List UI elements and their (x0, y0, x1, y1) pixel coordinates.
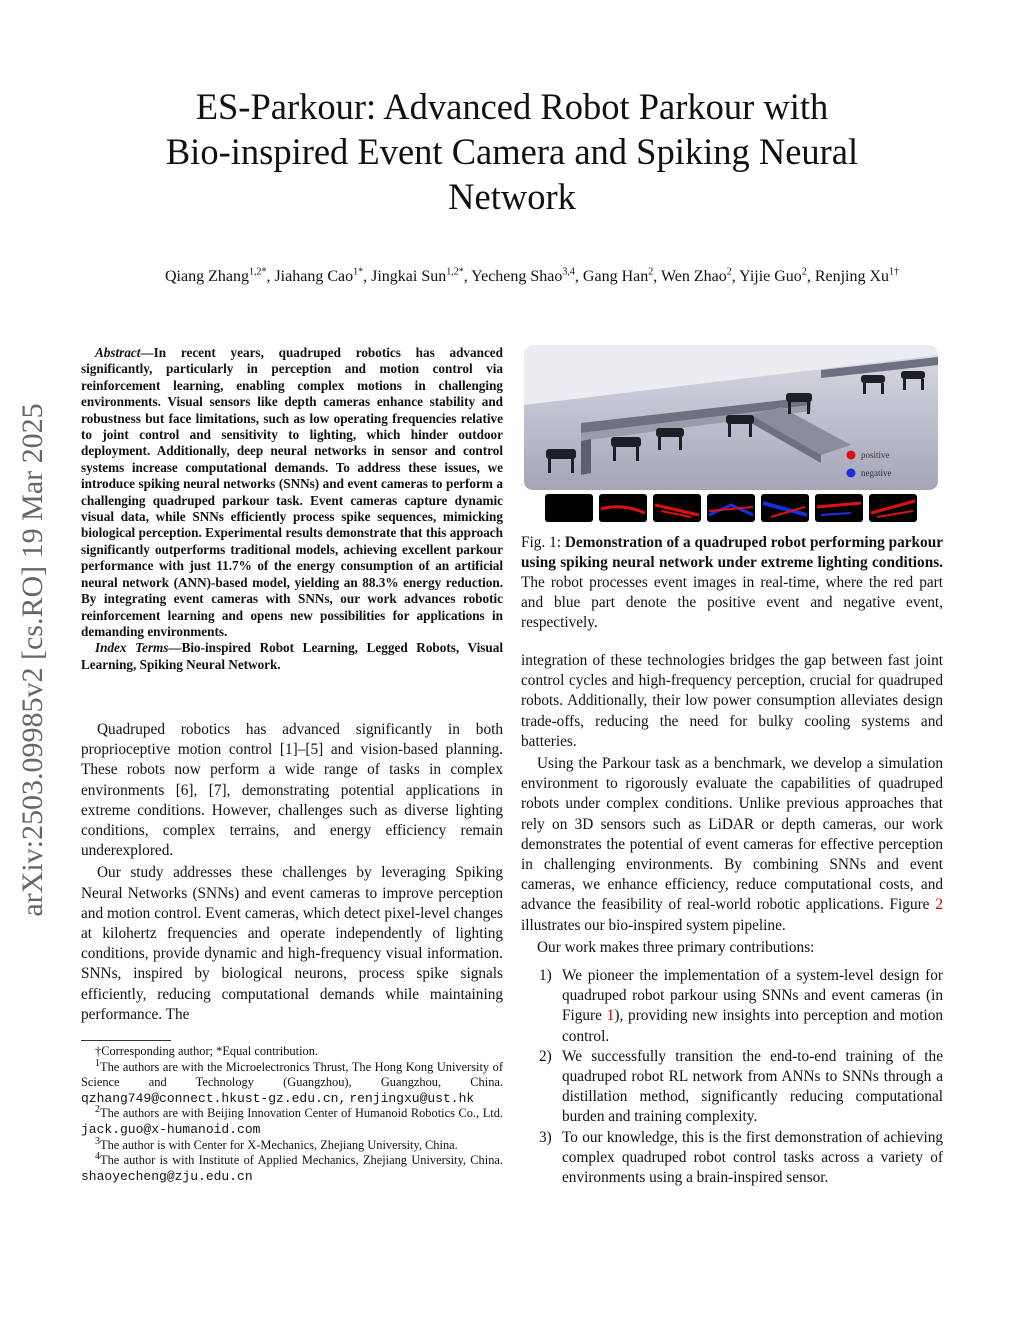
contribution-number: 2) (539, 1047, 552, 1065)
index-terms-text: —Bio-inspired Robot Learning, Legged Robots, Visual Learning, Spiking Neural Network. (81, 640, 503, 672)
caption-rest: The robot processes event images in real-time, where the red part and blue part denote the positive event and negative event, respectively. (521, 574, 943, 631)
author-name: Gang Han (582, 268, 649, 285)
author-affiliation: 1,2* (248, 266, 267, 278)
arxiv-identifier (15, 350, 51, 970)
title-line-2: Bio-inspired Event Camera and Spiking Neural (165, 131, 859, 172)
introduction-left (81, 720, 503, 1027)
author-name: Wen Zhao (660, 268, 727, 285)
negative-legend-label: negative (861, 468, 892, 478)
contribution-list (521, 966, 943, 1188)
footnote-2: $^2$The authors are with Beijing Innovation Center of Humanoid Robotics Co., Ltd. jack.guo@x-humanoid.com (81, 1104, 503, 1137)
author-name: Jingkai Sun (371, 268, 447, 285)
footnotes (81, 1044, 503, 1184)
contribution-item: 3) To our knowledge, this is the first demonstration of achieving complex quadruped robot control tasks across a variety of environments using a brain-inspired sensor. (539, 1128, 943, 1187)
author-list: Qiang Zhang$^{1,2*}$, Jiahang Cao$^{1*}$, Jingkai Sun$^{1,2*}$, Yecheng Shao$^{3,4}$, Gang Han$^2$, Wen Zhao$^2$, Yijie Guo$^2$, Renjing $Xu^{1\dagger}$ (164, 266, 900, 285)
event-frame-strip (545, 494, 917, 522)
contribution-item: 1) We pioneer the implementation of a system-level design for quadruped robot parkour using SNNs and event cameras (in Figure 1), providing new insights into perception and motion control. (539, 967, 944, 1045)
footnote-3: $^3$The author is with Center for X-Mechanics, Zhejiang University, China. (95, 1135, 458, 1152)
author-name: Yecheng Shao (471, 268, 563, 285)
footnote-rule (81, 1040, 171, 1041)
abstract-text: —In recent years, quadruped robotics has advanced significantly, particularly in perception and motion control via reinforcement learning, enabling complex motions in challenging environments. Visual sensors like depth cameras enhance stability and robustness but face limitations, such as low operating frequencies relative to joint control and sensitivity to lighting, which hinder outdoor deployment. Additionally, deep neural networks in sensor and control systems increase computational demands. To address these issues, we introduce spiking neural networks (SNNs) and event cameras to perform a challenging quadruped parkour task. Event cameras capture dynamic visual data, while SNNs efficiently process spike sequences, mimicking biological perception. Experimental results demonstrate that this approach significantly outperforms traditional models, achieving excellent parkour performance with just 11.7% of the energy consumption of an artificial neural network (ANN)-based model, yielding an 88.3% energy reduction. By integrating event cameras with SNNs, our work advances robotic reinforcement learning and opens new possibilities for applications in demanding environments. (81, 345, 503, 639)
intro-paragraph-2: Our study addresses these challenges by leveraging Spiking Neural Networks (SNNs) and event cameras to improve perception and motion control. Event cameras, which detect pixel-level changes at kilohertz frequencies and operate independently of lighting conditions, provide dynamic and high-frequency visual information. SNNs, inspired by biological neurons, process spike signals efficiently, reducing computational demands while maintaining performance. The (81, 864, 503, 1023)
figure-2-link[interactable]: 2 (935, 896, 943, 914)
email-shaoyecheng[interactable]: shaoyecheng@zju.edu.cn (81, 1168, 253, 1184)
figure-1-link[interactable]: 1 (606, 1007, 615, 1025)
caption-label: Fig. 1: (521, 534, 565, 551)
author-name: Qiang Zhang (164, 268, 249, 285)
author-affiliation: 1* (353, 266, 364, 278)
figure-1-caption (521, 533, 943, 633)
title-line-3: Network (448, 176, 576, 217)
author-affiliation: 3,4 (562, 266, 575, 278)
email-qzhang[interactable]: qzhang749@connect.hkust-gz.edu.cn, (81, 1090, 347, 1106)
figure-1-image (521, 345, 941, 525)
author-affiliation: 1,2* (446, 266, 464, 278)
author-affiliation: 1† (889, 266, 900, 278)
author-name: Renjing Xu (814, 268, 890, 285)
email-renjingxu[interactable]: renjingxu@ust.hk (349, 1090, 475, 1106)
positive-legend-dot (847, 451, 856, 460)
introduction-right (521, 651, 943, 1188)
right-paragraph-1: integration of these technologies bridges the gap between fast joint control cycles and high-frequency perception, crucial for quadruped robots. Additionally, their low power consumption alleviates design trade-offs, reducing the need for bulky cooling systems and batteries. (521, 652, 943, 750)
author-affiliation: 2 (648, 266, 654, 278)
author-affiliation: 2 (726, 266, 732, 278)
contribution-number: 1) (539, 967, 552, 985)
email-jack-guo[interactable]: jack.guo@x-humanoid.com (81, 1121, 261, 1137)
abstract (81, 345, 503, 673)
author-affiliation: 2 (801, 266, 807, 278)
negative-legend-dot (847, 469, 856, 478)
contribution-item: 2) We successfully transition the end-to-end training of the quadruped robot RL network from ANNs to SNNs through a distillation method, significantly reducing computational burden and training complexity. (539, 1047, 943, 1126)
positive-legend-label: positive (861, 450, 890, 460)
author-name: Jiahang Cao (274, 268, 354, 285)
right-paragraph-2: Using the Parkour task as a benchmark, we develop a simulation environment to rigorously evaluate the capabilities of quadruped robots under complex conditions. Unlike previous approaches that rely on 3D sensors such as LiDAR or depth cameras, our work demonstrates the potential of event cameras for effective perception in challenging environments. By combining SNNs and event cameras, we enhance efficiency, reduce computational costs, and advance the feasibility of real-world robotic applications. Figure 2 illustrates our bio-inspired system pipeline. (521, 755, 943, 934)
right-paragraph-3: Our work makes three primary contributions: (537, 938, 815, 956)
paper-title (90, 84, 934, 219)
index-terms-label: Index Terms (95, 640, 169, 656)
contribution-number: 3) (539, 1128, 552, 1146)
footnote-1: $^1$The authors are with the Microelectronics Thrust, The Hong Kong University of Science and Technology (Guangzhou), Guangzhou, China. qzhang749@connect.hkust-gz.edu.cn, renjingxu@ust.hk (81, 1057, 503, 1106)
footnote-corresponding: †Corresponding author; *Equal contribution. (95, 1044, 318, 1058)
abstract-label: Abstract (95, 345, 141, 360)
intro-paragraph-1: Quadruped robotics has advanced significantly in both proprioceptive motion control [1]–[5] and vision-based planning. These robots now perform a wide range of tasks in complex environments [6], [7], demonstrating potential applications in extreme conditions. However, challenges such as diverse lighting conditions, complex terrains, and energy efficiency remain underexplored. (81, 721, 503, 860)
title-line-1: ES-Parkour: Advanced Robot Parkour with (195, 86, 829, 127)
author-name: Yijie Guo (739, 268, 802, 285)
arxiv-id-text: arXiv:2503.09985v2 [cs.RO] 19 Mar 2025 (16, 403, 49, 917)
footnote-4: $^4$The author is with Institute of Applied Mechanics, Zhejiang University, China. shaoyecheng@zju.edu.cn (81, 1151, 503, 1184)
figure-1 (521, 345, 941, 525)
caption-bold: Demonstration of a quadruped robot performing parkour using spiking neural network under extreme lighting conditions. (521, 534, 943, 571)
